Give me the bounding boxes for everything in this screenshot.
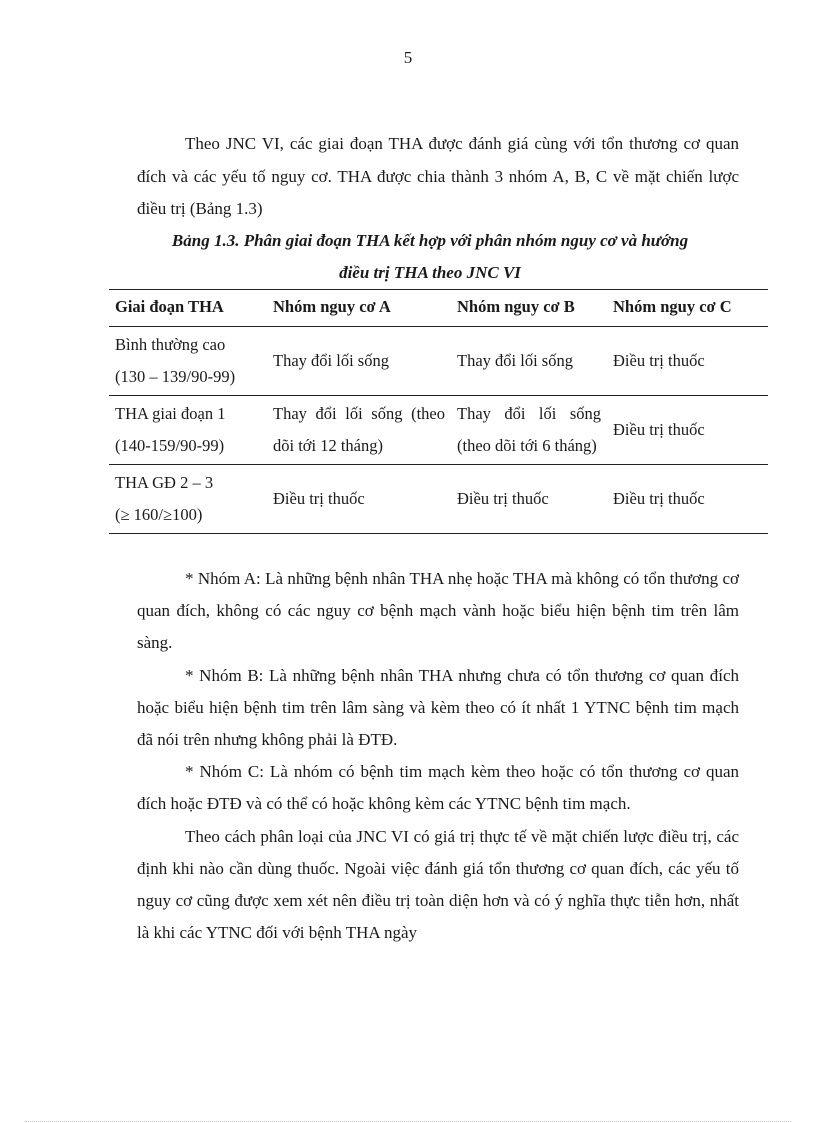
- group-b-cell: Thay đổi lối sống: [451, 327, 607, 396]
- page-bottom-divider: [25, 1121, 791, 1122]
- table-caption: [120, 225, 740, 289]
- stage-range: (≥ 160/≥100): [115, 505, 203, 524]
- table-row: [109, 396, 768, 465]
- group-a-cell: Thay đổi lối sống: [267, 327, 451, 396]
- intro-section: [137, 128, 739, 226]
- stage-name: THA GĐ 2 – 3: [115, 473, 214, 492]
- stage-range: (140-159/90-99): [115, 436, 225, 455]
- table-row: [109, 327, 768, 396]
- table-caption-line-2: điều trị THA theo JNC VI: [339, 263, 521, 282]
- table-header-row: [109, 290, 768, 327]
- classification-paragraph: Theo cách phân loại của JNC VI có giá trị thực tế về mặt chiến lược điều trị, các định khi nào cần dùng thuốc. Ngoài việc đánh giá tổn thương cơ quan đích, các yếu tố nguy cơ cũng được xem xét nên điều trị toàn diện hơn và có ý nghĩa thực tiễn hơn, nhất là khi các YTNC đối với bệnh THA ngày: [137, 826, 739, 943]
- group-b-cell: Thay đổi lối sống (theo dõi tới 6 tháng): [451, 396, 607, 465]
- stage-cell: [109, 327, 267, 396]
- group-a-cell: Thay đổi lối sống (theo dõi tới 12 tháng): [267, 396, 451, 465]
- header-stage: Giai đoạn THA: [109, 290, 267, 327]
- notes-section: [137, 563, 739, 949]
- page-number: 5: [403, 48, 413, 67]
- group-a-cell: Điều trị thuốc: [267, 465, 451, 534]
- intro-paragraph: Theo JNC VI, các giai đoạn THA được đánh giá cùng với tổn thương cơ quan đích và các yếu tố nguy cơ. THA được chia thành 3 nhóm A, B, C về mặt chiến lược điều trị (Bảng 1.3): [137, 134, 739, 218]
- group-c-cell: Điều trị thuốc: [607, 396, 768, 465]
- note-group-a: * Nhóm A: Là những bệnh nhân THA nhẹ hoặc THA mà không có tổn thương cơ quan đích, không có các nguy cơ bệnh mạch vành hoặc biểu hiện bệnh tim trên lâm sàng.: [137, 569, 739, 653]
- header-group-c: Nhóm nguy cơ C: [607, 290, 768, 327]
- header-group-b: Nhóm nguy cơ B: [451, 290, 607, 327]
- group-b-cell: Điều trị thuốc: [451, 465, 607, 534]
- note-group-c: * Nhóm C: Là nhóm có bệnh tim mạch kèm theo hoặc có tổn thương cơ quan đích hoặc ĐTĐ và có thể có hoặc không kèm các YTNC bệnh tim mạch.: [137, 762, 739, 814]
- stage-name: THA giai đoạn 1: [115, 404, 226, 423]
- stage-cell: [109, 396, 267, 465]
- stage-name: Bình thường cao: [115, 335, 226, 354]
- stage-range: (130 – 139/90-99): [115, 367, 236, 386]
- note-group-b: * Nhóm B: Là những bệnh nhân THA nhưng chưa có tổn thương cơ quan đích hoặc biểu hiện bệnh tim trên lâm sàng và kèm theo có ít nhất 1 YTNC bệnh tim mạch đã nói trên nhưng không phải là ĐTĐ.: [137, 665, 739, 750]
- hypertension-stage-table: [109, 289, 768, 534]
- stage-cell: [109, 465, 267, 534]
- table-row: [109, 465, 768, 534]
- table-caption-line-1: Bảng 1.3. Phân giai đoạn THA kết hợp với phân nhóm nguy cơ và hướng: [171, 231, 689, 250]
- header-group-a: Nhóm nguy cơ A: [267, 290, 451, 327]
- group-c-cell: Điều trị thuốc: [607, 465, 768, 534]
- group-c-cell: Điều trị thuốc: [607, 327, 768, 396]
